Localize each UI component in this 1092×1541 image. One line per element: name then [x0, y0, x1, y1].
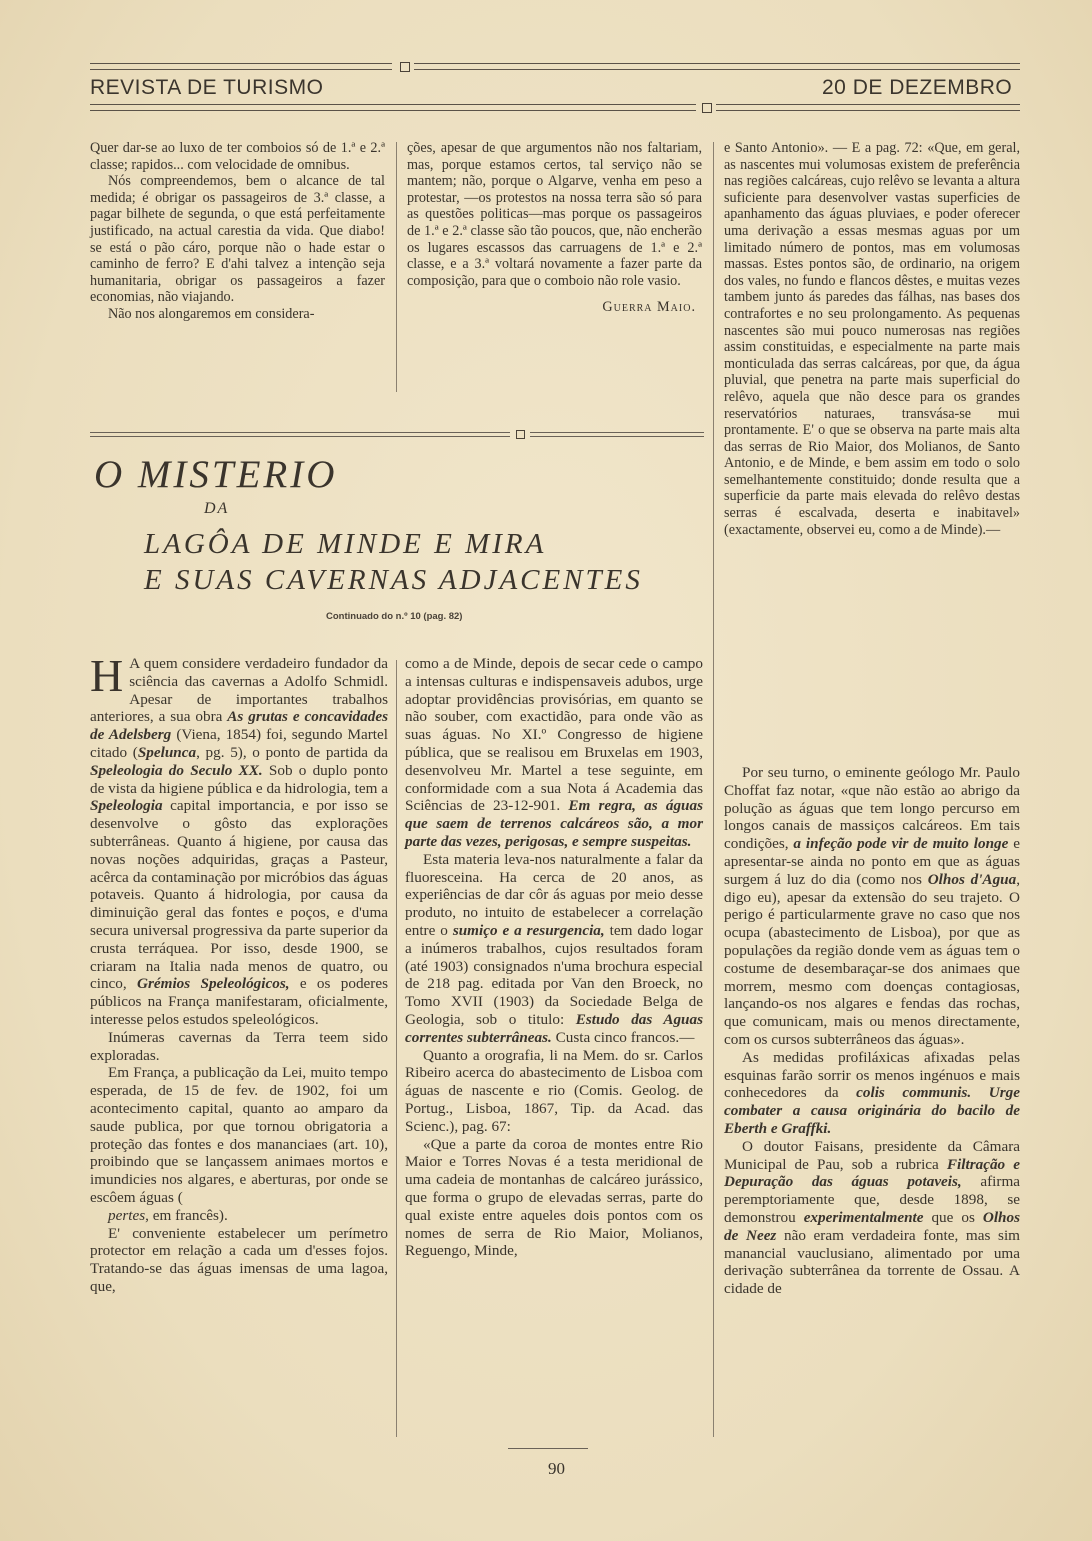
paragraph: O doutor Faisans, presidente da Câmara Municipal de Pau, sob a rubrica Filtração e Depuração das águas potaveis, afirma peremptoriamente que, desde 1898, se demonstrou experimentalmente que os Olhos de Neez não eram verdadeira fonte, mas sim manancial vauclusiano, alimentado por uma derivação subterrânea da torrente de Ossau. A cidade de: [724, 1137, 1020, 1298]
header-top-rule-right: [414, 63, 1020, 70]
header-ornament-top: [400, 62, 410, 72]
paragraph: e Santo Antonio». — E a pag. 72: «Que, em geral, as nascentes mui volumosas existem de preferência nas regiões calcáreas, cujo relêvo se levanta a altura suficiente para desenvolver vastas superficies de apanhamento das águas pluviaes, e poder oferecer uma derivação a essas mesmas aguas por um limitado número de pontos, mas em volumosas massas. Estes pontos são, de ordinario, na origem dos vales, no fundo e flancos dêstes, e muitas vezes tambem junto ás paredes das fálhas, nas bases dos contrafortes e no seu prolongamento. As pequenas nascentes são mui pouco numerosas nas regiões assim constituidas, e especialmente na parte mais monticulada das serras calcáreas, por que, da água pluvial, que penetra na parte mais superficial do relêvo, aquela que não desce para os grandes reservatórios naturaes, transvása-se mui prontamente. E' o que se observa na parte mais alta das serras de Rio Maior, dos Molianos, de Santo Antonio, e de Minde, e bem assim em todo o solo semelhantemente constituido; donde resulta que a superficie da parte mais elevada do relêvo destas serras é escalvada, deserta e inabitavel» (exactamente, observei eu, como a de Minde).—: [724, 140, 1020, 538]
header-top-rule-left: [90, 63, 392, 70]
header-bottom-rule-left: [90, 104, 696, 111]
column-divider: [713, 142, 714, 1437]
header-bottom-rule-right: [716, 104, 1020, 111]
section-separator-right: [530, 432, 704, 437]
paragraph: As medidas profiláxicas afixadas pelas esquinas farão sorrir os menos ingénuos e mais conhecedores da colis communis. Urge combater a causa originária do bacilo de Eberth e Graffki.: [724, 1048, 1020, 1137]
article-column-2: [405, 655, 703, 1260]
right-column-lower: [724, 764, 1020, 1298]
paragraph: Quanto a orografia, li na Mem. do sr. Carlos Ribeiro acerca do abastecimento de Lisboa com águas de nascente e rio (Comis. Geolog. de Portug., Lisboa, 1867, Tip. da Acad. das Scienc.), pag. 67:: [405, 1046, 703, 1135]
article-column-1: [90, 650, 389, 1296]
paragraph: Não nos alongaremos em considera-: [108, 305, 315, 322]
paragraph: Esta materia leva-nos naturalmente a falar da fluoresceina. Ha cerca de 20 anos, as experiências de dar côr ás aguas por meio desse produto, no intuito de estabelecer a correlação entre o sumiço e a resurgencia, tem dado logar a inúmeros trabalhos, cujos resultados foram (até 1903) consignados n'uma brochura especial de 218 pag. editada por Van den Broeck, no Tomo XVII (1903) da Sociedade Belga de Geologia, sob o titulo: Estudo das Aguas correntes subterrâneas. Custa cinco francos.—: [405, 850, 703, 1046]
column-divider: [396, 660, 397, 1437]
journal-title: REVISTA DE TURISMO: [90, 76, 324, 99]
paragraph: E' conveniente estabelecer um perímetro protector em relação a cada um d'esses fojos. Tratando-se das águas imensas de uma lagoa, que,: [90, 1224, 388, 1295]
top-column-1: [90, 140, 385, 323]
author-signature: Guerra Maio.: [602, 299, 696, 316]
article-title-connector: DA: [204, 500, 230, 517]
page-number: 90: [548, 1459, 565, 1478]
paragraph: Por seu turno, o eminente geólogo Mr. Paulo Choffat faz notar, «que não estão ao abrigo da polução as águas que tem longo percurso em longos canais de massiços calcáreos. Em tais condições, a infeção pode vir de muito longe e apresentar-se ainda no ponto em que as águas surgem á luz do dia (como nos Olhos d'Agua, digo eu), apesar da extensão do seu trajeto. O perigo é particularmente grave no caso que nos ocupa (abastecimento de Lisboa), por que as populações da região donde vem as águas tem o costume de desembaraçar-se dos animaes que morrem, mesmo com doenças contagiosas, lançando-os nos algares e fendas das rochas, que comunicam, mais ou menos directamente, com os cursos subterrâneos das águas».: [724, 764, 1020, 1048]
header-ornament-bottom: [702, 103, 712, 113]
paragraph: Nós compreendemos, bem o alcance de tal medida; é obrigar os passageiros de 3.ª classe, a pagar bilhete de segunda, o que está perfeitamente justificado, na actual carestia da vida. Que diabo! se está o pão cáro, porque não o hade estar o caminho de ferro? E d'ahi talvez a intenção seja humanitaria, obrigar os passageiros a fazer economias, não viajando.: [90, 173, 385, 306]
separator-ornament: [516, 430, 525, 439]
page-number-rule: [508, 1448, 588, 1449]
continuation-note: Continuado do n.º 10 (pag. 82): [326, 611, 463, 622]
paragraph: Quer dar-se ao luxo de ter comboios só de 1.ª e 2.ª classe; rapidos... com velocidade de omnibus.: [90, 140, 385, 173]
article-title: O MISTERIO: [94, 453, 338, 496]
paragraph: Inúmeras cavernas da Terra teem sido exploradas.: [90, 1028, 388, 1064]
article-title-line2: LAGÔA DE MINDE E MIRA: [144, 528, 547, 560]
paragraph: Em França, a publicação da Lei, muito tempo esperada, de 15 de fev. de 1902, foi um acontecimento capital, quanto ao amparo da saude publica, por que tornou obrigatoria a proteção das fontes e dos mananciaes (art. 10), proibindo que se lançassem animaes mortos e imundicies nos algares, e aberturas, por onde se escôem águas (: [90, 1064, 388, 1206]
article-title-line3: E SUAS CAVERNAS ADJACENTES: [144, 564, 643, 596]
top-column-2: [407, 140, 702, 316]
column-divider: [396, 142, 397, 392]
drop-cap: H: [90, 650, 124, 701]
section-separator-left: [90, 432, 510, 437]
paragraph: «Que a parte da coroa de montes entre Rio Maior e Torres Novas é a testa meridional de uma cadeia de montanhas de calcáreo jurássico, que forma o grupo de elevadas serras, parte do qual existe entre aqueles dois pontos com os nomes de serra de Rio Maior, Molianos, Reguengo, Minde,: [405, 1135, 703, 1260]
paragraph: pertes, em francês).: [108, 1206, 228, 1224]
paragraph: como a de Minde, depois de secar cede o campo a intensas culturas e indispensaveis adubos, urge adoptar providências provisórias, em quanto se não souber, com exactidão, para onde vão as suas águas. No XI.º Congresso de higiene pública, que se realisou em Bruxelas em 1903, desenvolveu Mr. Martel a tese seguinte, em conformidade com a sua Nota á Academia das Sciências de 23-12-901. Em regra, as águas que saem de terrenos calcáreos são, a mor parte das vezes, perigosas, e sempre suspeitas.: [405, 655, 703, 850]
paragraph: H A quem considere verdadeiro fundador da sciência das cavernas a Adolfo Schmidl. Apesar de importantes trabalhos anteriores, a sua obra As grutas e concavidades de Adelsberg (Viena, 1854) foi, segundo Martel citado (Spelunca, pg. 5), o ponto de partida da Speleologia do Seculo XX. Sob o duplo ponto de vista da higiene pública e da hidrologia, tem a Speleologia capital importancia, e por isso se desenvolve o gôsto das explorações subterrâneas. Quanto á higiene, por causa das novas noções adquiridas, graças a Pasteur, acêrca da contaminação por micróbios das águas potaveis. Quanto á hidrologia, por causa da diminuição geral das fontes e poços, e d'uma secura universal progressiva da parte superior da crusta terráquea. Por isso, desde 1900, se criaram na Italia nada menos de quatro, ou cinco, Grémios Speleológicos, e os poderes públicos na França manifestaram, oficialmente, interesse pelos estudos speleológicos.: [90, 650, 389, 1028]
issue-date: 20 DE DEZEMBRO: [822, 76, 1013, 99]
paragraph: ções, apesar de que argumentos não nos faltariam, mas, porque estamos certos, tal serviço não se mantem; não, porque o Algarve, venha em peso a protestar, —os protestos na nossa terra são só para as questões politicas—mas porque os passageiros de 1.ª e 2.ª classe são tão poucos, que, não encherão os lugares escassos das carruagens de 1.ª e 2.ª classe, e a 3.ª voltará novamente a fazer parte da composição, para que o comboio não role vasio.: [407, 140, 702, 289]
right-column: [724, 140, 1020, 538]
